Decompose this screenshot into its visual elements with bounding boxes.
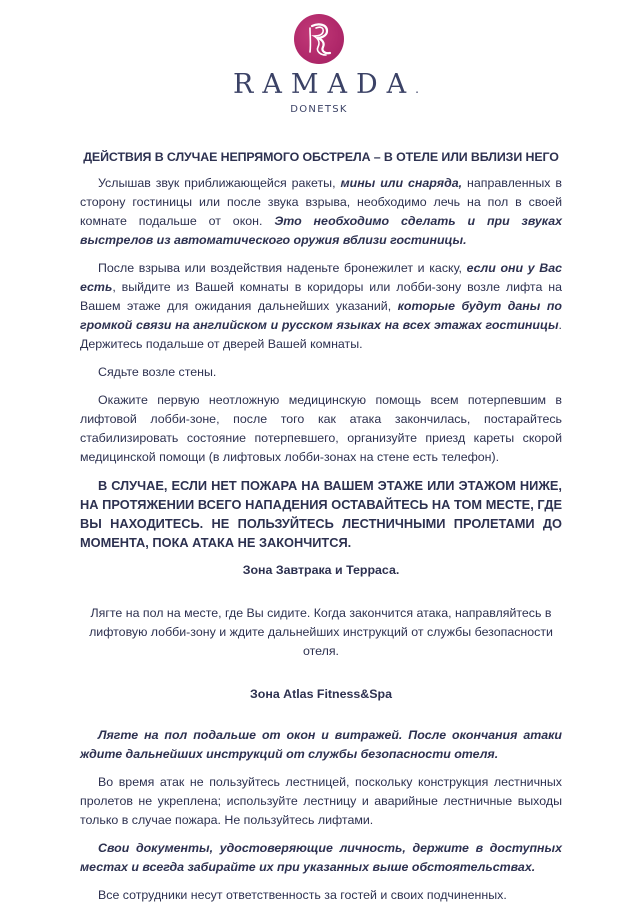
brand-name-text: RAMADA [233,69,416,100]
brand-name [0,70,638,104]
document-body [80,148,562,905]
section-heading-fitness-spa: Зона Atlas Fitness&Spa [250,687,392,701]
breakfast-terrace-line-1: Лягте на пол на месте, где Вы сидите. Когда закончится атака, направляйтесь в [90,606,552,620]
paragraph-stairs-warning: Во время атак не пользуйтесь лестницей, поскольку конструкция лестничных пролетов не укреплена; используйте лестницу и аварийные лестничные выходы только в случае пожара. Не пользуйтесь лифтами. [80,775,562,827]
paragraph-sit-by-wall: Сядьте возле стены. [98,365,217,379]
brand-city: DONETSK [290,104,348,115]
emphasis-run: мины или снаряда, [340,176,463,190]
text-run: , выйдите из Вашей комнаты в коридоры или лобби-зону возле лифта на Вашем этаже для ожидания дальнейших указаний, [80,280,562,313]
paragraph-staff-responsibility: Все сотрудники несут ответственность за гостей и своих подчиненных. [98,888,507,902]
text-run: . Держитесь подальше от дверей Вашей комнаты. [80,318,562,351]
paragraph-first-aid: Окажите первую неотложную медицинскую помощь всем потерпевшим в лифтовой лобби-зоне, после того как атака закончилась, постарайтесь стабилизировать состояние потерпевшего, организуйте приезд кареты скорой медицинской помощи (в лифтовых лобби-зонах на стене есть телефон). [80,393,562,464]
paragraph-spa-lie-down: Лягте на пол подальше от окон и витражей. После окончания атаки ждите дальнейших инструкций от службы безопасности отеля. [80,728,562,761]
ramada-emblem-icon [294,14,344,64]
paragraph-stay-in-place-warning: В СЛУЧАЕ, ЕСЛИ НЕТ ПОЖАРА НА ВАШЕМ ЭТАЖЕ ИЛИ ЭТАЖОМ НИЖЕ, НА ПРОТЯЖЕНИИ ВСЕГО НАПАДЕНИЯ ОСТАВАЙТЕСЬ НА ТОМ МЕСТЕ, ГДЕ ВЫ НАХОДИТЕСЬ. НЕ ПОЛЬЗУЙТЕСЬ ЛЕСТНИЧНЫМИ ПРОЛЕТАМИ ДО МОМЕНТА, ПОКА АТАКА НЕ ЗАКОНЧИТСЯ. [80,478,562,550]
brand-dot: . [415,82,419,96]
emphasis-run: которые будут даны по громкой связи на английском и русском языках на всех этажах гостиницы [80,299,562,332]
emphasis-run: Это необходимо сделать и при звуках выстрелов из автоматического оружия вблизи гостиницы. [80,214,562,247]
text-run: направленных в сторону гостиницы или после звука взрыва, необходимо лечь на пол в своей комнате подальше от окон. [80,176,562,228]
hotel-logo [0,14,638,115]
text-run: Услышав звук приближающейся ракеты, [98,176,341,190]
r-monogram-icon [294,14,344,64]
emphasis-run: если они у Вас есть [80,261,562,294]
paragraph-incoming-fire [80,174,562,250]
section-heading-breakfast-terrace: Зона Завтрака и Терраса. [242,563,400,577]
document-title: ДЕЙСТВИЯ В СЛУЧАЕ НЕПРЯМОГО ОБСТРЕЛА – В ОТЕЛЕ ИЛИ ВБЛИЗИ НЕГО [83,150,559,164]
breakfast-terrace-line-2: лифтовую лобби-зону и ждите дальнейших инструкций от службы безопасности отеля. [89,625,553,658]
paragraph-documents: Свои документы, удостоверяющие личность, держите в доступных местах и всегда забирайте их при указанных выше обстоятельствах. [80,841,562,874]
text-run: После взрыва или воздействия наденьте бронежилет и каску, [98,261,467,275]
paragraph-after-explosion [80,259,562,354]
